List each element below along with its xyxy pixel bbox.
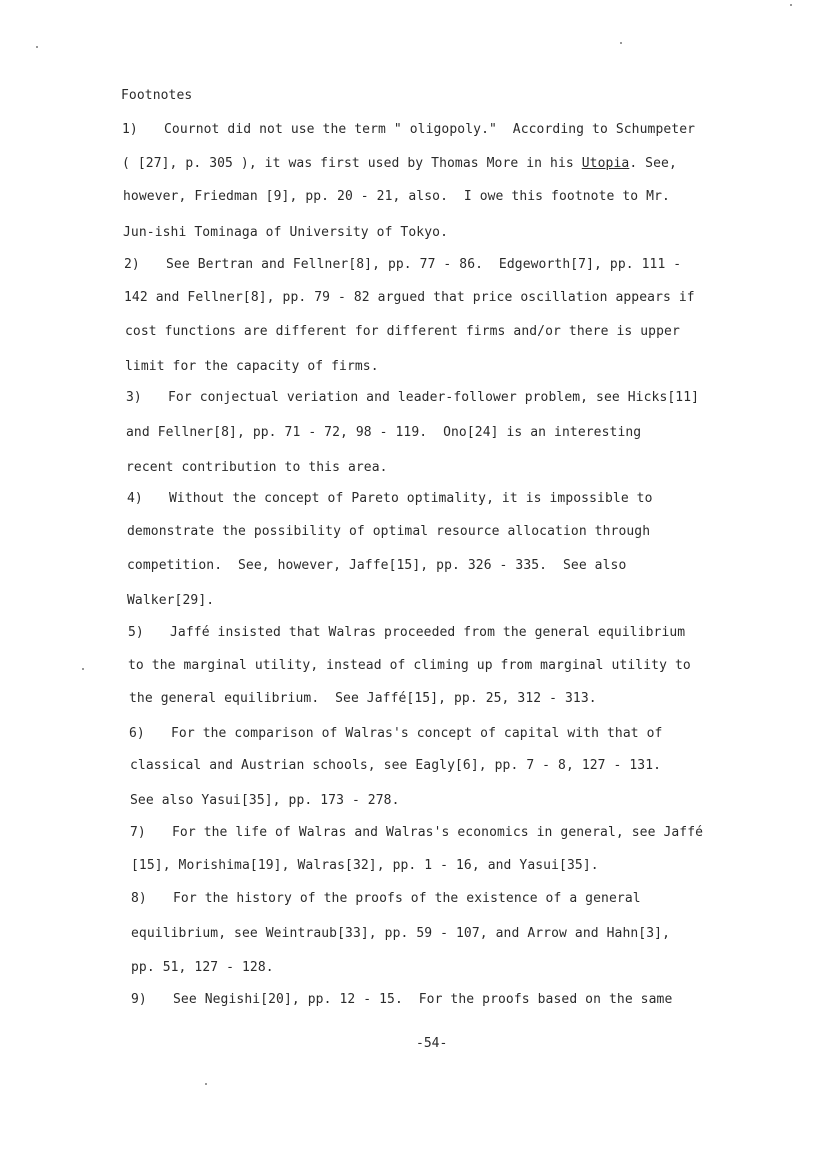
footnote-text: however, Friedman [9], pp. 20 - 21, also. I owe this footnote to Mr. bbox=[123, 189, 670, 204]
footnote-first-line bbox=[126, 390, 699, 405]
footnote-text: Jaffé insisted that Walras proceeded from the general equilibrium bbox=[170, 625, 686, 640]
scan-speck bbox=[790, 4, 792, 6]
footnote-line bbox=[122, 156, 677, 171]
footnote-line bbox=[125, 324, 680, 339]
footnote-text: ( [27], p. 305 ), it was first used by Thomas More in his bbox=[122, 156, 582, 171]
footnote-text: competition. See, however, Jaffe[15], pp. 326 - 335. See also bbox=[127, 558, 627, 573]
footnote-first-line bbox=[129, 726, 662, 741]
footnote-first-line bbox=[122, 122, 695, 137]
footnote-first-line bbox=[131, 891, 641, 906]
footnote-text: For the comparison of Walras's concept of capital with that of bbox=[171, 726, 663, 741]
footnote-line bbox=[127, 558, 626, 573]
footnote-line bbox=[126, 460, 388, 475]
scan-speck bbox=[620, 42, 622, 44]
footnote-number: 4) bbox=[127, 491, 143, 506]
footnote-line bbox=[130, 758, 661, 773]
footnote-text: Without the concept of Pareto optimality, it is impossible to bbox=[169, 491, 653, 506]
footnote-text: demonstrate the possibility of optimal resource allocation through bbox=[127, 524, 651, 539]
footnote-text: See also Yasui[35], pp. 173 - 278. bbox=[130, 793, 400, 808]
footnote-number: 1) bbox=[122, 122, 138, 137]
footnote-first-line bbox=[127, 491, 653, 506]
footnote-number: 3) bbox=[126, 390, 142, 405]
footnote-text: limit for the capacity of firms. bbox=[125, 359, 379, 374]
footnote-line bbox=[131, 960, 274, 975]
footnote-first-line bbox=[124, 257, 681, 272]
scan-speck bbox=[82, 668, 84, 670]
footnote-text: cost functions are different for different firms and/or there is upper bbox=[125, 324, 680, 339]
footnote-text: Cournot did not use the term " oligopoly." According to Schumpeter bbox=[164, 122, 696, 137]
page-number: -54- bbox=[416, 1036, 448, 1051]
footnote-text: See Bertran and Fellner[8], pp. 77 - 86. Edgeworth[7], pp. 111 - bbox=[166, 257, 682, 272]
footnote-line bbox=[127, 593, 214, 608]
footnote-text: See Negishi[20], pp. 12 - 15. For the proofs based on the same bbox=[173, 992, 673, 1007]
footnote-line bbox=[131, 926, 670, 941]
footnote-number: 8) bbox=[131, 891, 147, 906]
footnote-number: 6) bbox=[129, 726, 145, 741]
footnote-text: Walker[29]. bbox=[127, 593, 215, 608]
footnote-text: and Fellner[8], pp. 71 - 72, 98 - 119. Ono[24] is an interesting bbox=[126, 425, 642, 440]
footnote-text: For the life of Walras and Walras's economics in general, see Jaffé bbox=[172, 825, 704, 840]
footnote-number: 9) bbox=[131, 992, 147, 1007]
footnote-text: For the history of the proofs of the existence of a general bbox=[173, 891, 641, 906]
footnote-text: classical and Austrian schools, see Eagly[6], pp. 7 - 8, 127 - 131. bbox=[130, 758, 662, 773]
underlined-title: Utopia bbox=[581, 156, 630, 171]
footnote-line bbox=[130, 793, 400, 808]
footnote-line bbox=[124, 290, 695, 305]
footnote-text: pp. 51, 127 - 128. bbox=[131, 960, 274, 975]
scan-speck bbox=[36, 46, 38, 48]
footnote-text: Jun-ishi Tominaga of University of Tokyo. bbox=[123, 225, 448, 240]
footnote-text: to the marginal utility, instead of climing up from marginal utility to bbox=[128, 658, 691, 673]
footnote-number: 5) bbox=[128, 625, 144, 640]
footnote-line bbox=[123, 225, 448, 240]
footnote-line bbox=[131, 858, 599, 873]
footnote-first-line bbox=[131, 992, 672, 1007]
footnotes-heading: Footnotes bbox=[121, 88, 193, 103]
scan-speck bbox=[205, 1083, 207, 1085]
footnote-text: . See, bbox=[629, 156, 677, 171]
footnote-line bbox=[123, 189, 670, 204]
footnote-number: 7) bbox=[130, 825, 146, 840]
footnote-text: [15], Morishima[19], Walras[32], pp. 1 - 16, and Yasui[35]. bbox=[131, 858, 599, 873]
footnote-first-line bbox=[130, 825, 703, 840]
footnote-text: the general equilibrium. See Jaffé[15], pp. 25, 312 - 313. bbox=[129, 691, 597, 706]
footnote-text: 142 and Fellner[8], pp. 79 - 82 argued that price oscillation appears if bbox=[124, 290, 695, 305]
footnote-line bbox=[126, 425, 641, 440]
footnote-text: recent contribution to this area. bbox=[126, 460, 388, 475]
footnote-text: For conjectual veriation and leader-follower problem, see Hicks[11] bbox=[168, 390, 700, 405]
footnote-line bbox=[127, 524, 650, 539]
footnote-text: equilibrium, see Weintraub[33], pp. 59 - 107, and Arrow and Hahn[3], bbox=[131, 926, 671, 941]
footnote-line bbox=[125, 359, 379, 374]
footnote-first-line bbox=[128, 625, 685, 640]
footnote-line bbox=[129, 691, 597, 706]
footnote-number: 2) bbox=[124, 257, 140, 272]
footnote-line bbox=[128, 658, 691, 673]
